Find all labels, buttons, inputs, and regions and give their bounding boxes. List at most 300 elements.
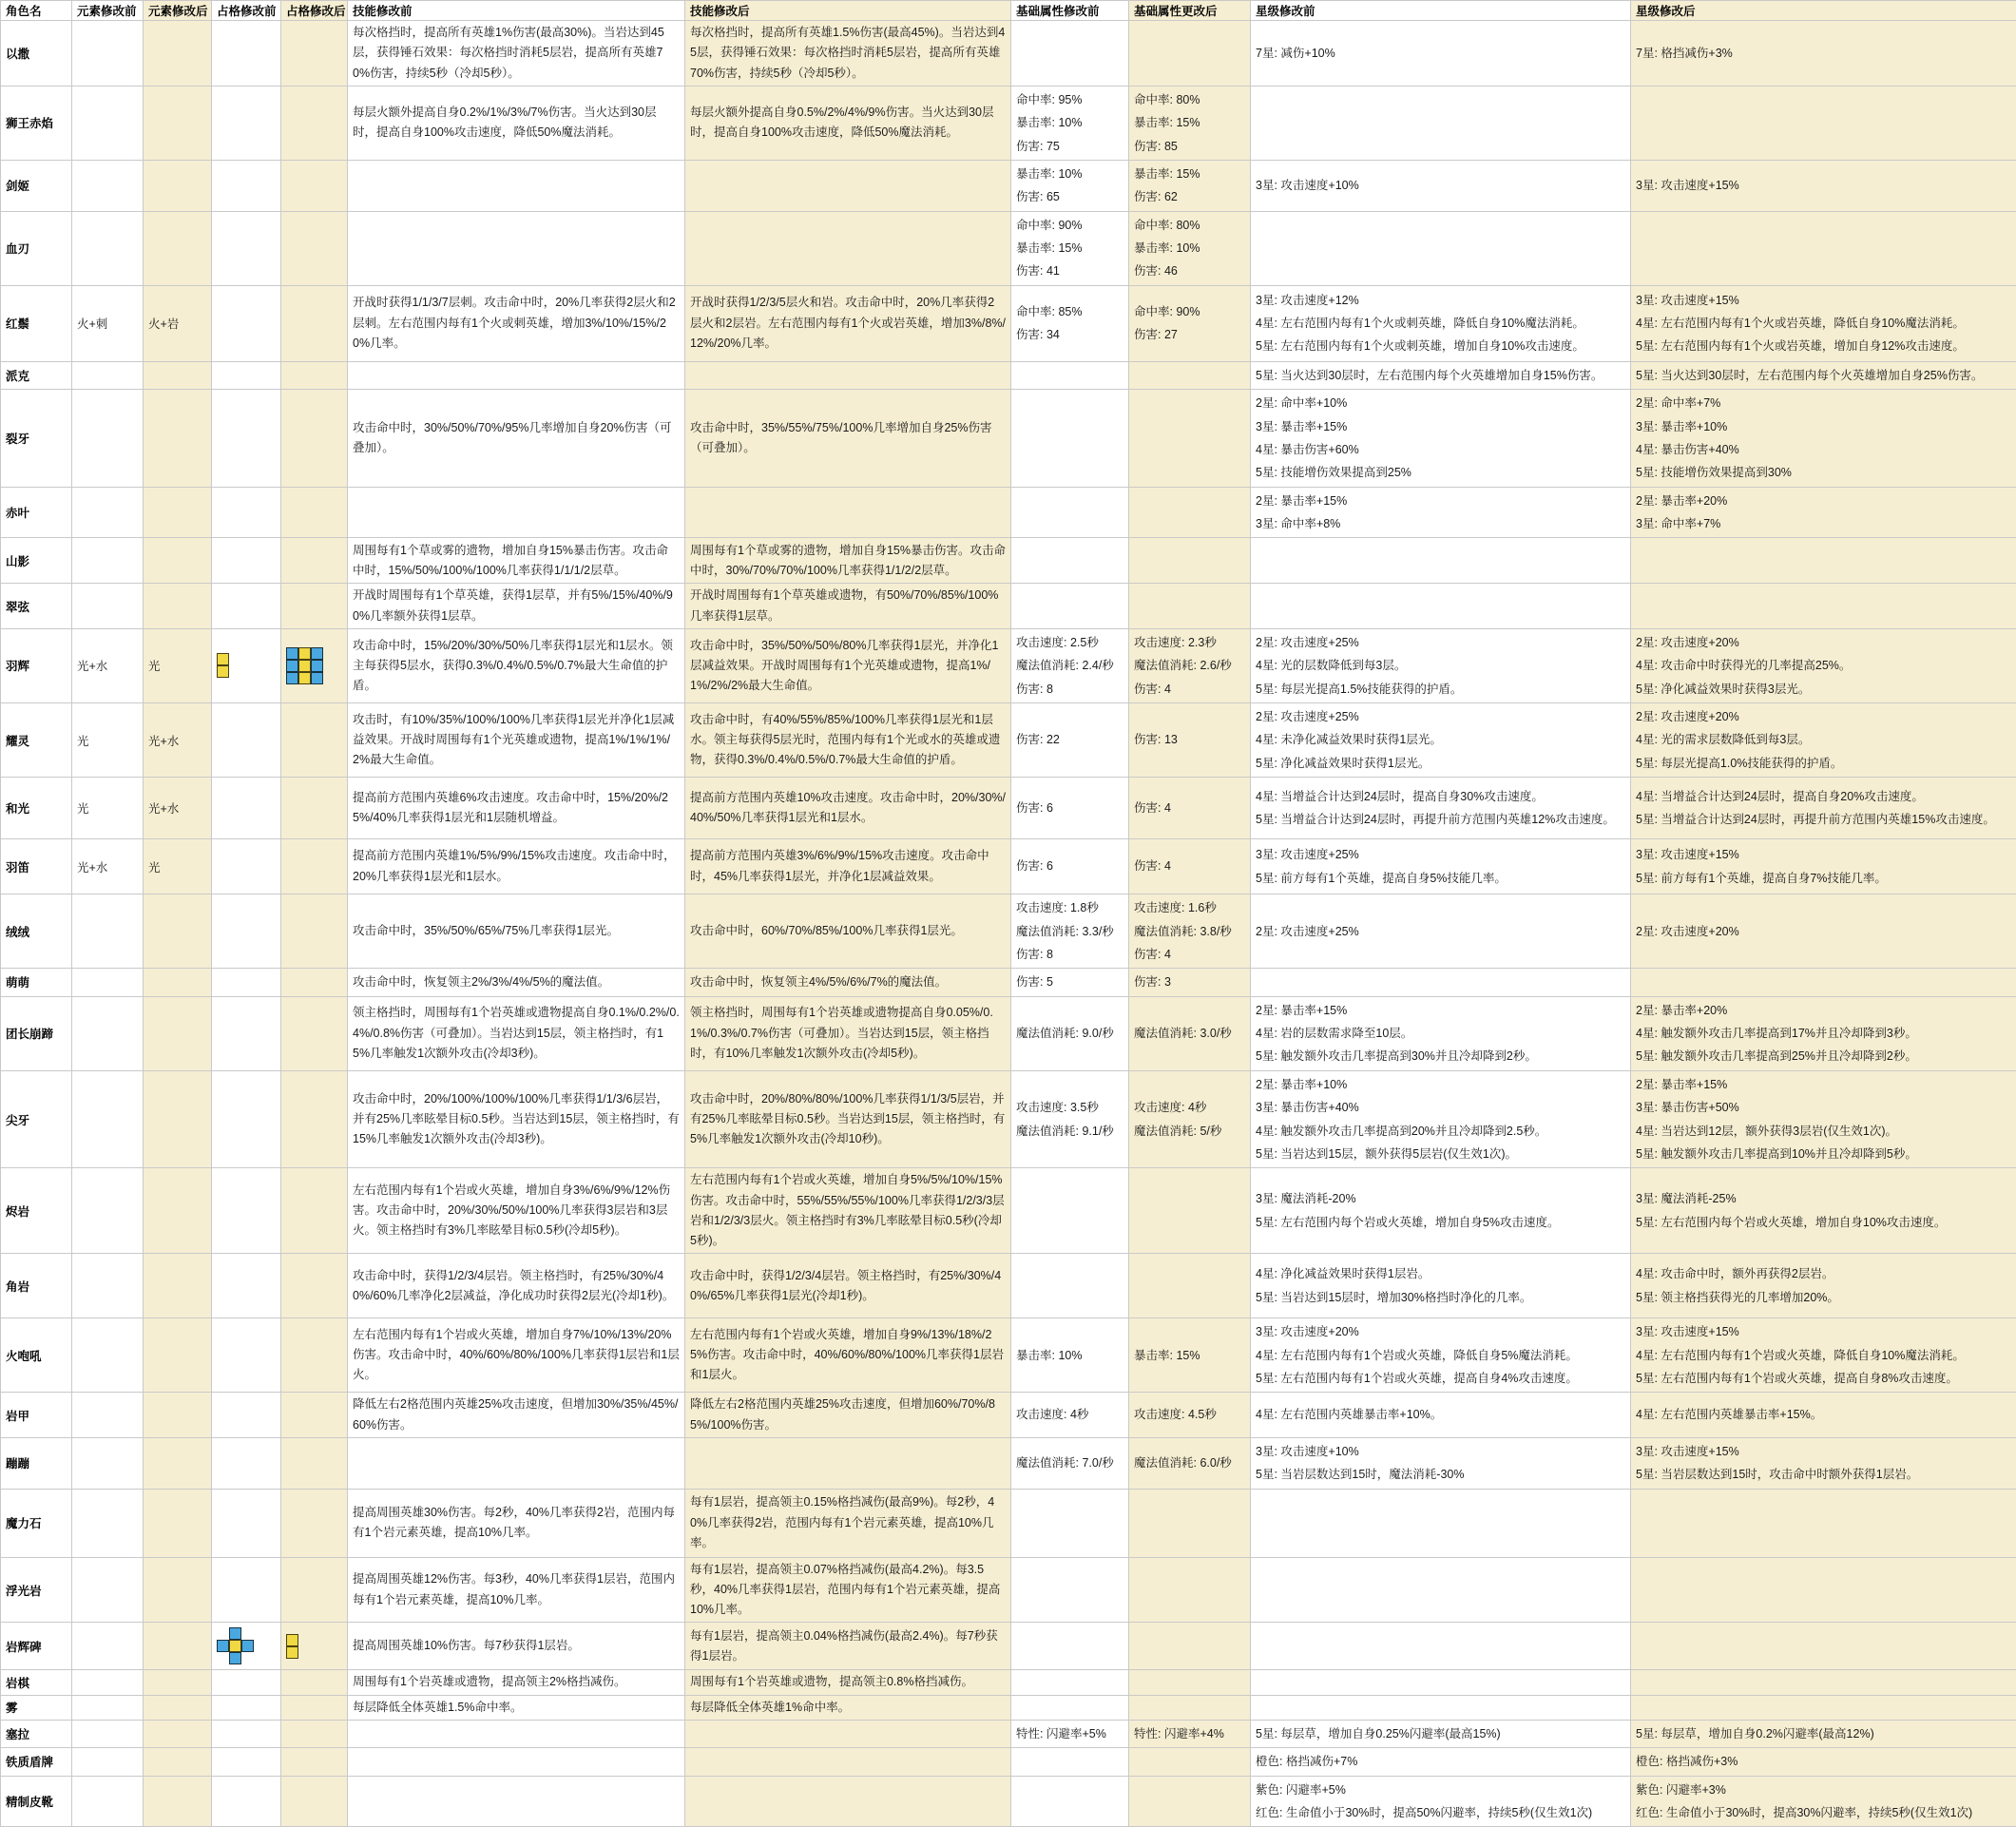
cell-name[interactable]: 魔力石 bbox=[1, 1489, 72, 1557]
cell-grid-before[interactable] bbox=[212, 839, 281, 894]
cell-elem-after[interactable] bbox=[144, 584, 212, 629]
cell-base-after[interactable] bbox=[1129, 1748, 1251, 1776]
cell-elem-before[interactable] bbox=[72, 1393, 144, 1438]
cell-star-before[interactable] bbox=[1251, 1695, 1631, 1720]
cell-grid-before[interactable] bbox=[212, 538, 281, 584]
cell-star-before[interactable] bbox=[1251, 1254, 1631, 1318]
cell-elem-after[interactable] bbox=[144, 361, 212, 389]
cell-grid-after[interactable] bbox=[281, 1720, 348, 1747]
cell-grid-after[interactable] bbox=[281, 211, 348, 285]
cell-star-after[interactable] bbox=[1631, 584, 2016, 629]
cell-skill-before[interactable] bbox=[348, 1776, 685, 1827]
cell-name[interactable]: 剑姬 bbox=[1, 160, 72, 211]
cell-star-after[interactable] bbox=[1631, 21, 2016, 87]
cell-elem-after[interactable] bbox=[144, 1254, 212, 1318]
cell-base-before[interactable] bbox=[1011, 1720, 1129, 1747]
cell-grid-after[interactable] bbox=[281, 21, 348, 87]
cell-skill-before[interactable] bbox=[348, 361, 685, 389]
cell-name[interactable]: 和光 bbox=[1, 778, 72, 839]
cell-base-before[interactable] bbox=[1011, 1776, 1129, 1827]
cell-elem-before[interactable] bbox=[72, 1720, 144, 1747]
cell-grid-after[interactable] bbox=[281, 538, 348, 584]
cell-base-after[interactable] bbox=[1129, 1168, 1251, 1254]
cell-grid-after[interactable] bbox=[281, 969, 348, 996]
cell-star-before[interactable] bbox=[1251, 1437, 1631, 1489]
cell-skill-after[interactable] bbox=[685, 1748, 1011, 1776]
cell-skill-after[interactable]: 左右范围内每有1个岩或火英雄，增加自身5%/5%/10%/15%伤害。攻击命中时，55%/55%/55%/100%几率获得1/2/3/3层岩和1/2/3/3层火。领主格挡时有3%几率眩晕目标0.5秒(冷却5秒)。 bbox=[685, 1168, 1011, 1254]
cell-skill-after[interactable]: 每有1层岩，提高领主0.07%格挡减伤(最高4.2%)。每3.5秒，40%几率获得1层岩，范围内每有1个岩元素英雄，提高10%几率。 bbox=[685, 1557, 1011, 1623]
cell-grid-after[interactable] bbox=[281, 1318, 348, 1393]
cell-base-before[interactable] bbox=[1011, 1254, 1129, 1318]
cell-star-before[interactable] bbox=[1251, 894, 1631, 969]
cell-grid-after[interactable] bbox=[281, 778, 348, 839]
cell-skill-before[interactable]: 开战时获得1/1/3/7层刺。攻击命中时，20%几率获得2层火和2层刺。左右范围内每有1个火或刺英雄，增加3%/10%/15%/20%几率。 bbox=[348, 285, 685, 361]
cell-elem-after[interactable]: 火+岩 bbox=[144, 285, 212, 361]
cell-skill-before[interactable]: 攻击时，有10%/35%/100%/100%几率获得1层光并净化1层减益效果。开战时周围每有1个光英雄或遗物，提高1%/1%/1%/2%最大生命值。 bbox=[348, 703, 685, 778]
cell-base-after[interactable] bbox=[1129, 778, 1251, 839]
cell-elem-after[interactable] bbox=[144, 160, 212, 211]
cell-star-after[interactable] bbox=[1631, 839, 2016, 894]
cell-star-before[interactable] bbox=[1251, 969, 1631, 996]
cell-elem-after[interactable] bbox=[144, 21, 212, 87]
cell-skill-after[interactable]: 开战时周围每有1个草英雄或遗物，有50%/70%/85%/100%几率获得1层草。 bbox=[685, 584, 1011, 629]
cell-base-before[interactable] bbox=[1011, 86, 1129, 160]
cell-grid-before[interactable] bbox=[212, 361, 281, 389]
cell-grid-before[interactable] bbox=[212, 584, 281, 629]
cell-star-after[interactable] bbox=[1631, 628, 2016, 702]
cell-grid-before[interactable] bbox=[212, 21, 281, 87]
cell-star-before[interactable] bbox=[1251, 21, 1631, 87]
column-header-0[interactable]: 角色名 bbox=[1, 1, 72, 21]
cell-elem-after[interactable]: 光+水 bbox=[144, 703, 212, 778]
cell-name[interactable]: 角岩 bbox=[1, 1254, 72, 1318]
cell-elem-before[interactable]: 光+水 bbox=[72, 839, 144, 894]
column-header-8[interactable]: 基础属性更改后 bbox=[1129, 1, 1251, 21]
cell-base-after[interactable] bbox=[1129, 1489, 1251, 1557]
cell-skill-after[interactable]: 左右范围内每有1个岩或火英雄，增加自身9%/13%/18%/25%伤害。攻击命中时，40%/60%/80%/100%几率获得1层岩和1层火。 bbox=[685, 1318, 1011, 1393]
cell-base-before[interactable] bbox=[1011, 285, 1129, 361]
cell-base-before[interactable] bbox=[1011, 1557, 1129, 1623]
cell-star-before[interactable] bbox=[1251, 996, 1631, 1070]
cell-elem-before[interactable] bbox=[72, 86, 144, 160]
cell-grid-before[interactable] bbox=[212, 1695, 281, 1720]
cell-grid-before[interactable] bbox=[212, 285, 281, 361]
cell-base-after[interactable] bbox=[1129, 1720, 1251, 1747]
cell-skill-after[interactable]: 每层火额外提高自身0.5%/2%/4%/9%伤害。当火达到30层时，提高自身100%攻击速度，降低50%魔法消耗。 bbox=[685, 86, 1011, 160]
cell-grid-before[interactable] bbox=[212, 778, 281, 839]
cell-skill-before[interactable]: 周围每有1个草或雾的遗物，增加自身15%暴击伤害。攻击命中时，15%/50%/100%/100%几率获得1/1/1/2层草。 bbox=[348, 538, 685, 584]
cell-elem-before[interactable] bbox=[72, 1623, 144, 1670]
cell-skill-after[interactable] bbox=[685, 487, 1011, 538]
cell-grid-before[interactable] bbox=[212, 1489, 281, 1557]
cell-elem-before[interactable] bbox=[72, 1695, 144, 1720]
cell-grid-after[interactable] bbox=[281, 628, 348, 702]
cell-grid-before[interactable] bbox=[212, 996, 281, 1070]
cell-name[interactable]: 蹦蹦 bbox=[1, 1437, 72, 1489]
cell-grid-after[interactable] bbox=[281, 1748, 348, 1776]
cell-name[interactable]: 裂牙 bbox=[1, 390, 72, 488]
cell-name[interactable]: 岩棋 bbox=[1, 1670, 72, 1695]
cell-grid-after[interactable] bbox=[281, 1168, 348, 1254]
cell-grid-before[interactable] bbox=[212, 1670, 281, 1695]
cell-star-after[interactable] bbox=[1631, 1776, 2016, 1827]
cell-skill-before[interactable]: 降低左右2格范围内英雄25%攻击速度，但增加30%/35%/45%/60%伤害。 bbox=[348, 1393, 685, 1438]
cell-name[interactable]: 雾 bbox=[1, 1695, 72, 1720]
cell-grid-after[interactable] bbox=[281, 1437, 348, 1489]
cell-skill-before[interactable] bbox=[348, 1748, 685, 1776]
cell-grid-before[interactable] bbox=[212, 487, 281, 538]
cell-star-before[interactable] bbox=[1251, 584, 1631, 629]
cell-skill-after[interactable] bbox=[685, 361, 1011, 389]
cell-star-before[interactable] bbox=[1251, 1393, 1631, 1438]
cell-skill-after[interactable]: 攻击命中时，35%/55%/75%/100%几率增加自身25%伤害（可叠加）。 bbox=[685, 390, 1011, 488]
cell-elem-before[interactable] bbox=[72, 160, 144, 211]
cell-grid-before[interactable] bbox=[212, 1168, 281, 1254]
cell-base-after[interactable] bbox=[1129, 86, 1251, 160]
cell-elem-after[interactable] bbox=[144, 1670, 212, 1695]
cell-base-after[interactable] bbox=[1129, 390, 1251, 488]
cell-star-after[interactable] bbox=[1631, 160, 2016, 211]
cell-star-after[interactable] bbox=[1631, 703, 2016, 778]
cell-base-after[interactable] bbox=[1129, 1318, 1251, 1393]
cell-star-after[interactable] bbox=[1631, 487, 2016, 538]
cell-base-before[interactable] bbox=[1011, 390, 1129, 488]
cell-skill-before[interactable]: 周围每有1个岩英雄或遗物，提高领主2%格挡减伤。 bbox=[348, 1670, 685, 1695]
cell-elem-after[interactable] bbox=[144, 1437, 212, 1489]
cell-star-after[interactable] bbox=[1631, 969, 2016, 996]
cell-star-after[interactable] bbox=[1631, 1670, 2016, 1695]
cell-star-before[interactable] bbox=[1251, 1670, 1631, 1695]
cell-skill-after[interactable]: 攻击命中时，35%/50%/50%/80%几率获得1层光，并净化1层减益效果。开战时周围每有1个光英雄或遗物，提高1%/1%/2%/2%最大生命值。 bbox=[685, 628, 1011, 702]
cell-grid-after[interactable] bbox=[281, 894, 348, 969]
cell-skill-before[interactable]: 提高前方范围内英雄1%/5%/9%/15%攻击速度。攻击命中时，20%几率获得1层光和1层水。 bbox=[348, 839, 685, 894]
cell-star-after[interactable] bbox=[1631, 285, 2016, 361]
cell-elem-after[interactable] bbox=[144, 538, 212, 584]
cell-elem-before[interactable] bbox=[72, 969, 144, 996]
cell-elem-after[interactable] bbox=[144, 211, 212, 285]
cell-name[interactable]: 赤叶 bbox=[1, 487, 72, 538]
cell-elem-before[interactable] bbox=[72, 996, 144, 1070]
cell-star-after[interactable] bbox=[1631, 1168, 2016, 1254]
cell-grid-before[interactable] bbox=[212, 211, 281, 285]
cell-base-after[interactable] bbox=[1129, 996, 1251, 1070]
cell-star-before[interactable] bbox=[1251, 285, 1631, 361]
cell-skill-after[interactable] bbox=[685, 1437, 1011, 1489]
cell-name[interactable]: 山影 bbox=[1, 538, 72, 584]
cell-base-before[interactable] bbox=[1011, 1318, 1129, 1393]
cell-base-before[interactable] bbox=[1011, 487, 1129, 538]
cell-grid-before[interactable] bbox=[212, 1393, 281, 1438]
cell-star-before[interactable] bbox=[1251, 1748, 1631, 1776]
cell-base-after[interactable] bbox=[1129, 969, 1251, 996]
cell-elem-after[interactable] bbox=[144, 1623, 212, 1670]
cell-skill-before[interactable]: 领主格挡时，周围每有1个岩英雄或遗物提高自身0.1%/0.2%/0.4%/0.8%伤害（可叠加）。当岩达到15层，领主格挡时，有15%几率触发1次额外攻击(冷却3秒)。 bbox=[348, 996, 685, 1070]
cell-name[interactable]: 羽辉 bbox=[1, 628, 72, 702]
cell-skill-before[interactable]: 提高前方范围内英雄6%攻击速度。攻击命中时，15%/20%/25%/40%几率获得1层光和1层随机增益。 bbox=[348, 778, 685, 839]
cell-skill-before[interactable]: 攻击命中时，15%/20%/30%/50%几率获得1层光和1层水。领主每获得5层水，获得0.3%/0.4%/0.5%/0.7%最大生命值的护盾。 bbox=[348, 628, 685, 702]
cell-star-before[interactable] bbox=[1251, 839, 1631, 894]
cell-grid-after[interactable] bbox=[281, 86, 348, 160]
cell-elem-before[interactable] bbox=[72, 21, 144, 87]
cell-elem-after[interactable] bbox=[144, 1393, 212, 1438]
cell-base-after[interactable] bbox=[1129, 21, 1251, 87]
cell-grid-before[interactable] bbox=[212, 1318, 281, 1393]
cell-base-after[interactable] bbox=[1129, 894, 1251, 969]
cell-skill-before[interactable]: 提高周围英雄10%伤害。每7秒获得1层岩。 bbox=[348, 1623, 685, 1670]
cell-star-before[interactable] bbox=[1251, 211, 1631, 285]
cell-skill-before[interactable]: 攻击命中时，20%/100%/100%/100%几率获得1/1/3/6层岩，并有25%几率眩晕目标0.5秒。当岩达到15层，领主格挡时，有15%几率触发1次额外攻击(冷却3秒)。 bbox=[348, 1070, 685, 1168]
cell-grid-before[interactable] bbox=[212, 1070, 281, 1168]
cell-grid-before[interactable] bbox=[212, 969, 281, 996]
cell-grid-after[interactable] bbox=[281, 1776, 348, 1827]
cell-name[interactable]: 火咆吼 bbox=[1, 1318, 72, 1393]
cell-star-after[interactable] bbox=[1631, 996, 2016, 1070]
cell-grid-after[interactable] bbox=[281, 1489, 348, 1557]
cell-star-after[interactable] bbox=[1631, 1318, 2016, 1393]
cell-grid-before[interactable] bbox=[212, 628, 281, 702]
cell-elem-after[interactable] bbox=[144, 390, 212, 488]
cell-star-before[interactable] bbox=[1251, 1070, 1631, 1168]
cell-elem-after[interactable]: 光+水 bbox=[144, 778, 212, 839]
cell-grid-before[interactable] bbox=[212, 86, 281, 160]
cell-skill-before[interactable]: 每层火额外提高自身0.2%/1%/3%/7%伤害。当火达到30层时，提高自身100%攻击速度，降低50%魔法消耗。 bbox=[348, 86, 685, 160]
cell-base-after[interactable] bbox=[1129, 628, 1251, 702]
cell-star-before[interactable] bbox=[1251, 160, 1631, 211]
cell-elem-after[interactable] bbox=[144, 1748, 212, 1776]
cell-grid-before[interactable] bbox=[212, 1776, 281, 1827]
cell-base-before[interactable] bbox=[1011, 1748, 1129, 1776]
cell-grid-before[interactable] bbox=[212, 1720, 281, 1747]
cell-skill-after[interactable]: 提高前方范围内英雄3%/6%/9%/15%攻击速度。攻击命中时，45%几率获得1层光，并净化1层减益效果。 bbox=[685, 839, 1011, 894]
cell-base-after[interactable] bbox=[1129, 1437, 1251, 1489]
cell-elem-after[interactable] bbox=[144, 1557, 212, 1623]
cell-base-after[interactable] bbox=[1129, 285, 1251, 361]
cell-skill-after[interactable]: 每有1层岩，提高领主0.15%格挡减伤(最高9%)。每2秒，40%几率获得2岩，范围内每有1个岩元素英雄，提高10%几率。 bbox=[685, 1489, 1011, 1557]
cell-elem-before[interactable] bbox=[72, 1489, 144, 1557]
cell-grid-after[interactable] bbox=[281, 1393, 348, 1438]
cell-base-after[interactable] bbox=[1129, 160, 1251, 211]
cell-grid-before[interactable] bbox=[212, 894, 281, 969]
cell-name[interactable]: 耀灵 bbox=[1, 703, 72, 778]
cell-grid-before[interactable] bbox=[212, 1557, 281, 1623]
cell-skill-before[interactable]: 攻击命中时，35%/50%/65%/75%几率获得1层光。 bbox=[348, 894, 685, 969]
cell-name[interactable]: 岩辉碑 bbox=[1, 1623, 72, 1670]
cell-elem-after[interactable] bbox=[144, 1720, 212, 1747]
cell-skill-after[interactable]: 攻击命中时，有40%/55%/85%/100%几率获得1层光和1层水。领主每获得5层光时，范围内每有1个光或水的英雄或遗物，获得0.3%/0.4%/0.5%/0.7%最大生命值的护盾。 bbox=[685, 703, 1011, 778]
cell-skill-after[interactable]: 每次格挡时，提高所有英雄1.5%伤害(最高45%)。当岩达到45层，获得锤石效果：每次格挡时消耗5层岩，提高所有英雄70%伤害，持续5秒（冷却5秒）。 bbox=[685, 21, 1011, 87]
cell-skill-after[interactable]: 领主格挡时，周围每有1个岩英雄或遗物提高自身0.05%/0.1%/0.3%/0.7%伤害（可叠加）。当岩达到15层，领主格挡时，有10%几率触发1次额外攻击(冷却5秒)。 bbox=[685, 996, 1011, 1070]
cell-skill-before[interactable]: 攻击命中时，恢复领主2%/3%/4%/5%的魔法值。 bbox=[348, 969, 685, 996]
cell-skill-after[interactable]: 每有1层岩，提高领主0.04%格挡减伤(最高2.4%)。每7秒获得1层岩。 bbox=[685, 1623, 1011, 1670]
cell-elem-before[interactable] bbox=[72, 1670, 144, 1695]
cell-skill-before[interactable] bbox=[348, 487, 685, 538]
cell-skill-after[interactable]: 每层降低全体英雄1%命中率。 bbox=[685, 1695, 1011, 1720]
column-header-9[interactable]: 星级修改前 bbox=[1251, 1, 1631, 21]
cell-star-after[interactable] bbox=[1631, 1695, 2016, 1720]
column-header-4[interactable]: 占格修改后 bbox=[281, 1, 348, 21]
cell-base-after[interactable] bbox=[1129, 1623, 1251, 1670]
cell-skill-before[interactable] bbox=[348, 1437, 685, 1489]
cell-name[interactable]: 萌萌 bbox=[1, 969, 72, 996]
cell-skill-after[interactable] bbox=[685, 1776, 1011, 1827]
cell-skill-before[interactable]: 左右范围内每有1个岩或火英雄，增加自身3%/6%/9%/12%伤害。攻击命中时，20%/30%/50%/100%几率获得3层岩和3层火。领主格挡时有3%几率眩晕目标0.5秒(冷却5秒)。 bbox=[348, 1168, 685, 1254]
cell-base-before[interactable] bbox=[1011, 839, 1129, 894]
cell-base-before[interactable] bbox=[1011, 538, 1129, 584]
cell-elem-after[interactable] bbox=[144, 1776, 212, 1827]
cell-star-before[interactable] bbox=[1251, 1720, 1631, 1747]
cell-grid-before[interactable] bbox=[212, 1623, 281, 1670]
cell-grid-before[interactable] bbox=[212, 1437, 281, 1489]
cell-elem-after[interactable] bbox=[144, 1695, 212, 1720]
cell-elem-before[interactable] bbox=[72, 390, 144, 488]
cell-name[interactable]: 岩甲 bbox=[1, 1393, 72, 1438]
cell-name[interactable]: 狮王赤焰 bbox=[1, 86, 72, 160]
cell-base-before[interactable] bbox=[1011, 1670, 1129, 1695]
cell-star-before[interactable] bbox=[1251, 361, 1631, 389]
cell-base-after[interactable] bbox=[1129, 487, 1251, 538]
cell-base-before[interactable] bbox=[1011, 21, 1129, 87]
cell-base-before[interactable] bbox=[1011, 211, 1129, 285]
cell-skill-before[interactable]: 每层降低全体英雄1.5%命中率。 bbox=[348, 1695, 685, 1720]
cell-star-before[interactable] bbox=[1251, 778, 1631, 839]
cell-skill-before[interactable]: 提高周围英雄12%伤害。每3秒，40%几率获得1层岩，范围内每有1个岩元素英雄，提高10%几率。 bbox=[348, 1557, 685, 1623]
cell-grid-after[interactable] bbox=[281, 1557, 348, 1623]
cell-elem-before[interactable] bbox=[72, 211, 144, 285]
cell-name[interactable]: 红鬃 bbox=[1, 285, 72, 361]
cell-grid-after[interactable] bbox=[281, 584, 348, 629]
cell-skill-before[interactable] bbox=[348, 1720, 685, 1747]
cell-star-before[interactable] bbox=[1251, 1623, 1631, 1670]
cell-name[interactable]: 团长崩蹄 bbox=[1, 996, 72, 1070]
cell-star-before[interactable] bbox=[1251, 1489, 1631, 1557]
cell-star-before[interactable] bbox=[1251, 86, 1631, 160]
cell-grid-after[interactable] bbox=[281, 703, 348, 778]
cell-base-after[interactable] bbox=[1129, 703, 1251, 778]
cell-star-after[interactable] bbox=[1631, 211, 2016, 285]
cell-name[interactable]: 以撒 bbox=[1, 21, 72, 87]
cell-elem-before[interactable] bbox=[72, 894, 144, 969]
cell-skill-before[interactable]: 攻击命中时，获得1/2/3/4层岩。领主格挡时，有25%/30%/40%/60%几率净化2层减益，净化成功时获得2层光(冷却1秒)。 bbox=[348, 1254, 685, 1318]
cell-elem-after[interactable] bbox=[144, 894, 212, 969]
cell-grid-before[interactable] bbox=[212, 1748, 281, 1776]
cell-elem-before[interactable] bbox=[72, 1070, 144, 1168]
cell-star-before[interactable] bbox=[1251, 1557, 1631, 1623]
cell-base-after[interactable] bbox=[1129, 1070, 1251, 1168]
cell-elem-before[interactable] bbox=[72, 361, 144, 389]
cell-base-before[interactable] bbox=[1011, 628, 1129, 702]
cell-grid-before[interactable] bbox=[212, 390, 281, 488]
cell-skill-before[interactable]: 每次格挡时，提高所有英雄1%伤害(最高30%)。当岩达到45层，获得锤石效果：每次格挡时消耗5层岩，提高所有英雄70%伤害，持续5秒（冷却5秒）。 bbox=[348, 21, 685, 87]
cell-base-before[interactable] bbox=[1011, 894, 1129, 969]
cell-grid-after[interactable] bbox=[281, 1695, 348, 1720]
cell-skill-after[interactable]: 开战时获得1/2/3/5层火和岩。攻击命中时，20%几率获得2层火和2层岩。左右范围内每有1个火或岩英雄，增加3%/8%/12%/20%几率。 bbox=[685, 285, 1011, 361]
cell-base-after[interactable] bbox=[1129, 1695, 1251, 1720]
cell-base-after[interactable] bbox=[1129, 1557, 1251, 1623]
cell-base-before[interactable] bbox=[1011, 969, 1129, 996]
cell-elem-before[interactable] bbox=[72, 1776, 144, 1827]
cell-elem-before[interactable]: 火+刺 bbox=[72, 285, 144, 361]
column-header-2[interactable]: 元素修改后 bbox=[144, 1, 212, 21]
column-header-1[interactable]: 元素修改前 bbox=[72, 1, 144, 21]
cell-base-before[interactable] bbox=[1011, 1437, 1129, 1489]
cell-elem-after[interactable] bbox=[144, 1318, 212, 1393]
cell-star-after[interactable] bbox=[1631, 1720, 2016, 1747]
cell-name[interactable]: 翠弦 bbox=[1, 584, 72, 629]
cell-skill-after[interactable]: 攻击命中时，获得1/2/3/4层岩。领主格挡时，有25%/30%/40%/65%几率获得1层光(冷却1秒)。 bbox=[685, 1254, 1011, 1318]
cell-base-after[interactable] bbox=[1129, 1670, 1251, 1695]
cell-skill-before[interactable] bbox=[348, 211, 685, 285]
cell-skill-after[interactable] bbox=[685, 160, 1011, 211]
cell-skill-after[interactable]: 攻击命中时，60%/70%/85%/100%几率获得1层光。 bbox=[685, 894, 1011, 969]
cell-skill-after[interactable]: 提高前方范围内英雄10%攻击速度。攻击命中时，20%/30%/40%/50%几率获得1层光和1层水。 bbox=[685, 778, 1011, 839]
cell-star-after[interactable] bbox=[1631, 86, 2016, 160]
cell-star-before[interactable] bbox=[1251, 538, 1631, 584]
cell-elem-before[interactable] bbox=[72, 1168, 144, 1254]
cell-star-after[interactable] bbox=[1631, 1254, 2016, 1318]
cell-star-after[interactable] bbox=[1631, 778, 2016, 839]
cell-elem-before[interactable]: 光 bbox=[72, 778, 144, 839]
cell-name[interactable]: 铁质盾牌 bbox=[1, 1748, 72, 1776]
cell-base-before[interactable] bbox=[1011, 1070, 1129, 1168]
column-header-7[interactable]: 基础属性修改前 bbox=[1011, 1, 1129, 21]
cell-base-before[interactable] bbox=[1011, 1695, 1129, 1720]
cell-elem-after[interactable]: 光 bbox=[144, 839, 212, 894]
cell-grid-after[interactable] bbox=[281, 1070, 348, 1168]
cell-name[interactable]: 浮光岩 bbox=[1, 1557, 72, 1623]
cell-base-after[interactable] bbox=[1129, 1254, 1251, 1318]
cell-elem-before[interactable]: 光 bbox=[72, 703, 144, 778]
cell-base-before[interactable] bbox=[1011, 361, 1129, 389]
cell-elem-before[interactable]: 光+水 bbox=[72, 628, 144, 702]
cell-skill-before[interactable]: 开战时周围每有1个草英雄，获得1层草，并有5%/15%/40%/90%几率额外获得1层草。 bbox=[348, 584, 685, 629]
cell-elem-before[interactable] bbox=[72, 1748, 144, 1776]
cell-grid-after[interactable] bbox=[281, 1670, 348, 1695]
cell-star-after[interactable] bbox=[1631, 390, 2016, 488]
column-header-6[interactable]: 技能修改后 bbox=[685, 1, 1011, 21]
cell-skill-after[interactable]: 周围每有1个岩英雄或遗物，提高领主0.8%格挡减伤。 bbox=[685, 1670, 1011, 1695]
cell-elem-before[interactable] bbox=[72, 1254, 144, 1318]
cell-skill-before[interactable]: 攻击命中时，30%/50%/70%/95%几率增加自身20%伤害（可叠加）。 bbox=[348, 390, 685, 488]
column-header-10[interactable]: 星级修改后 bbox=[1631, 1, 2016, 21]
cell-grid-before[interactable] bbox=[212, 160, 281, 211]
cell-base-after[interactable] bbox=[1129, 1393, 1251, 1438]
cell-base-before[interactable] bbox=[1011, 996, 1129, 1070]
cell-base-after[interactable] bbox=[1129, 1776, 1251, 1827]
cell-grid-after[interactable] bbox=[281, 390, 348, 488]
cell-name[interactable]: 血刃 bbox=[1, 211, 72, 285]
cell-star-after[interactable] bbox=[1631, 1393, 2016, 1438]
cell-base-before[interactable] bbox=[1011, 160, 1129, 211]
cell-grid-after[interactable] bbox=[281, 996, 348, 1070]
cell-name[interactable]: 塞拉 bbox=[1, 1720, 72, 1747]
cell-star-after[interactable] bbox=[1631, 1489, 2016, 1557]
cell-base-before[interactable] bbox=[1011, 1623, 1129, 1670]
cell-star-after[interactable] bbox=[1631, 361, 2016, 389]
cell-star-after[interactable] bbox=[1631, 538, 2016, 584]
cell-skill-after[interactable] bbox=[685, 1720, 1011, 1747]
cell-elem-after[interactable] bbox=[144, 969, 212, 996]
cell-star-after[interactable] bbox=[1631, 1070, 2016, 1168]
cell-star-after[interactable] bbox=[1631, 1623, 2016, 1670]
cell-grid-after[interactable] bbox=[281, 160, 348, 211]
cell-skill-after[interactable]: 降低左右2格范围内英雄25%攻击速度，但增加60%/70%/85%/100%伤害。 bbox=[685, 1393, 1011, 1438]
cell-skill-before[interactable] bbox=[348, 160, 685, 211]
cell-elem-after[interactable]: 光 bbox=[144, 628, 212, 702]
cell-grid-after[interactable] bbox=[281, 285, 348, 361]
cell-name[interactable]: 派克 bbox=[1, 361, 72, 389]
cell-star-after[interactable] bbox=[1631, 1748, 2016, 1776]
cell-base-before[interactable] bbox=[1011, 703, 1129, 778]
